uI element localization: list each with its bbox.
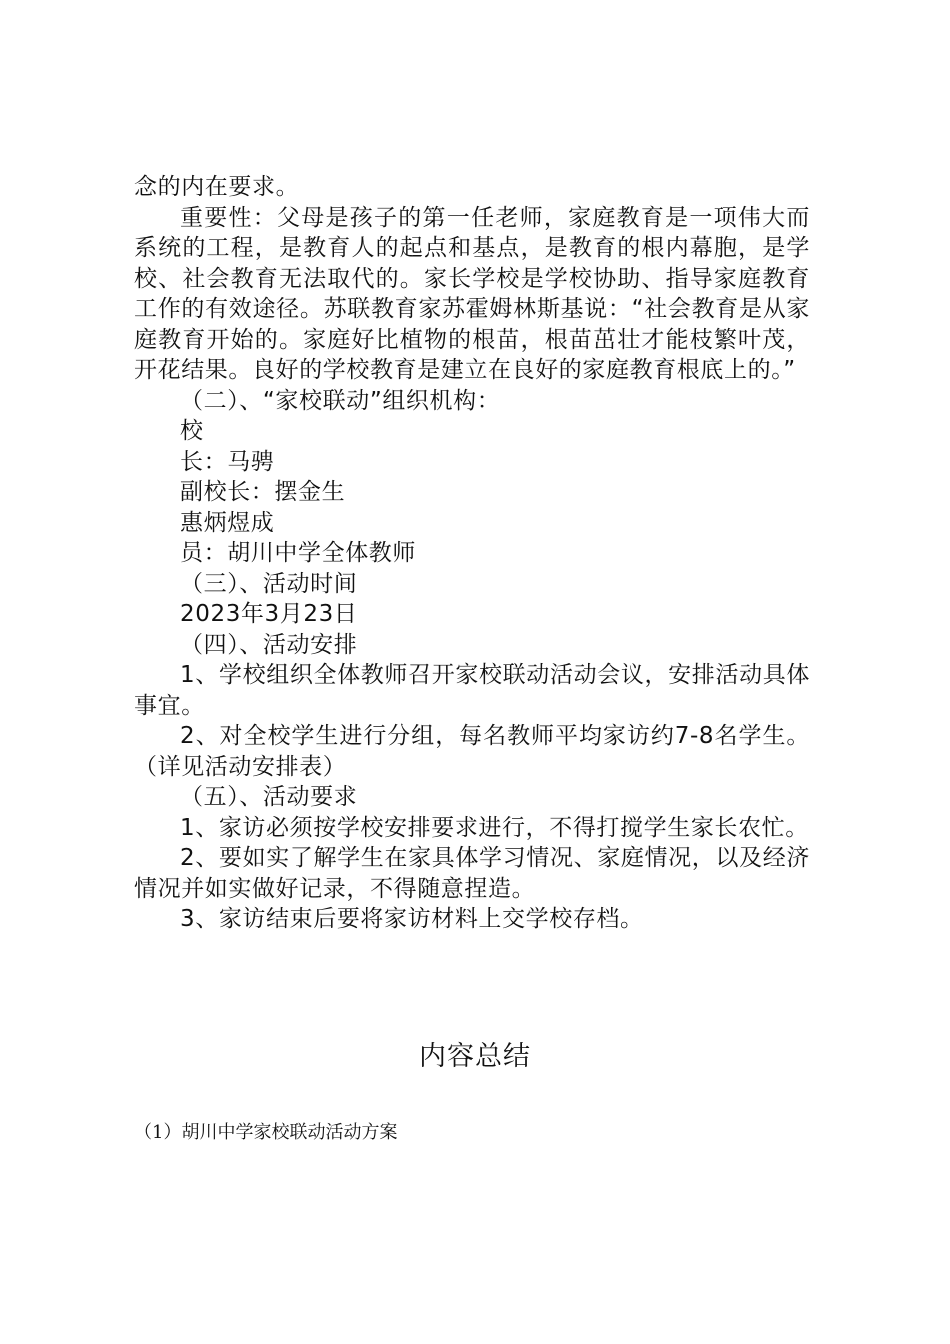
org-line-names: 惠炳煜成: [180, 509, 275, 536]
org-line-principal-prefix: 校: [180, 418, 204, 444]
arrangement-item-1: 1、学校组织全体教师召开家校联动活动会议，安排活动具体事宜。: [134, 662, 810, 719]
org-line-vice-principal: 副校长：摆金生: [180, 479, 346, 505]
document-body: [134, 172, 810, 935]
requirement-item-2: 2、要如实了解学生在家具体学习情况、家庭情况，以及经济情况并如实做好记录，不得随意捏造。: [134, 845, 810, 902]
section-heading-arrangement: （四）、活动安排: [180, 631, 358, 658]
section-heading-organization: （二）、“家校联动”组织机构：: [180, 387, 501, 414]
summary-item: （1）胡川中学家校联动活动方案: [134, 1122, 398, 1143]
org-line-members: 员：胡川中学全体教师: [180, 540, 416, 566]
requirement-item-1: 1、家访必须按学校安排要求进行，不得打搅学生家长农忙。: [180, 814, 809, 841]
summary-title: 内容总结: [419, 1041, 531, 1072]
arrangement-item-2: 2、对全校学生进行分组，每名教师平均家访约7-8名学生。（详见活动安排表）: [134, 723, 810, 780]
section-heading-requirements: （五）、活动要求: [180, 784, 358, 810]
requirement-item-3: 3、家访结束后要将家访材料上交学校存档。: [180, 906, 644, 932]
paragraph-continuation: 念的内在要求。: [134, 174, 300, 200]
section-heading-time: （三）、活动时间: [180, 570, 358, 597]
activity-date: 2023年3月23日: [180, 601, 358, 627]
org-line-principal: 长：马骋: [180, 448, 275, 475]
paragraph-importance: 重要性：父母是孩子的第一任老师，家庭教育是一项伟大而系统的工程，是教育人的起点和基点，是教育的根内幕胞，是学校、社会教育无法取代的。家长学校是学校协助、指导家庭教育工作的有效途径。苏联教育家苏霍姆林斯基说：“社会教育是从家庭教育开始的。家庭好比植物的根苗，根苗茁壮才能枝繁叶茂，开花结果。良好的学校教育是建立在良好的家庭教育根底上的。”: [134, 204, 810, 383]
